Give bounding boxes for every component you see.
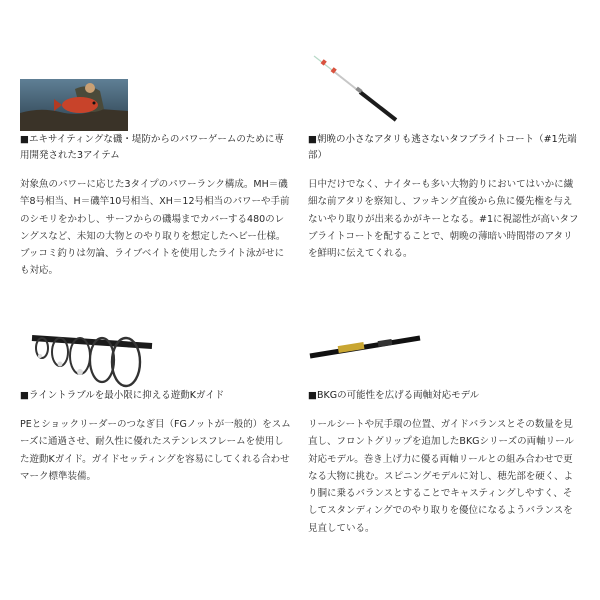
angler-with-red-fish-photo [20,79,128,131]
feature-body: PEとショックリーダーのつなぎ目（FGノットが一般的）をスムーズに通過させ、耐久性に優れたステンレスフレームを使用した遊動Kガイド。ガイドセッティングを容易にしてくれる合わせマーク標準装備。 [20,419,291,482]
feature-heading: ■朝晩の小さなアタリも逃さないタフブライトコート（#1先端部） [308,134,577,161]
feature-body: 対象魚のパワーに応じた3タイプのパワーランク構成。MH＝磯竿8号相当、H＝磯竿10号相当、XH＝12号相当のパワーや手前のシモリをかわし、サーフからの磯場までカバーする480のレングスなど、未知の大物とのやり取りを想定したヘビー仕様。ブッコミ釣りは勿論、ライブベイトを使用したライト泳がせにも対応。 [20,179,290,277]
rod-tip-photo [308,44,580,130]
feature-body: 日中だけでなく、ナイターも多い大物釣りにおいてはいかに繊細な前アタリを察知し、フッキング直後から魚に優先権を与えないやり取りが出来るかがキーとなる。#1に視認性が高いタフブライトコートを配することで、朝晩の薄暗い時間帯のアタリを鮮明に伝えてくれる。 [308,179,579,260]
feature-body: リールシートや尻手環の位置、ガイドバランスとその数量を見直し、フロントグリップを追加したBKGシリーズの両軸リール対応モデル。巻き上げ力に優る両軸リールとの組み合わせで更なる大物に挑む。スピニングモデルに対し、穂先部を硬く、より胴に乗るバランスとすることでキャスティングしやすく、そしてスタンディングでのやり取りを優位になるようバランスを見直している。 [308,419,574,534]
feature-heading: ■エキサイティングな磯・堤防からのパワーゲームのために専用開発された3アイテム [20,134,284,161]
rod-guides-photo [20,316,292,388]
feature-heading: ■ライントラブルを最小限に抑える遊動Kガイド [20,390,225,401]
feature-heading: ■BKGの可能性を広げる両軸対応モデル [308,390,480,401]
rod-grip-photo [308,316,580,388]
